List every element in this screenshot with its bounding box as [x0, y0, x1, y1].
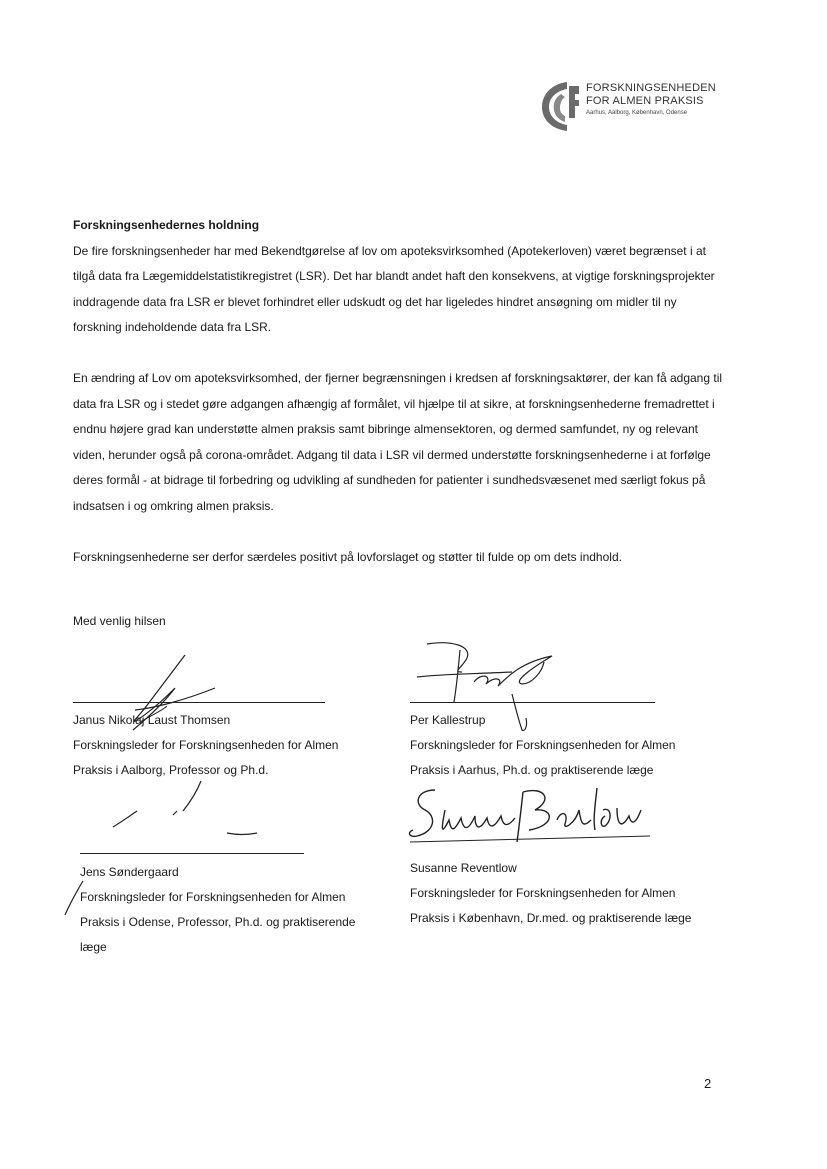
signatory-title: Forskningsleder for Forskningsenheden for Almen Praksis i Aalborg, Professor og Ph.d. — [73, 738, 339, 777]
body-paragraph-1: De fire forskningsenheder har med Bekendtgørelse af lov om apoteksvirksomhed (Apotekerloven) været begrænset i at tilgå data fra Lægemiddelstatistikregistret (LSR). Det har blandt andet haft den konsekvens, at vigtige forskningsprojekter inddragende data fra LSR er blevet forhindret eller udskudt og det har ligeledes hindret ansøgning om midler til ny forskning indeholdende data fra LSR. — [73, 243, 715, 334]
signatory-title: Forskningsleder for Forskningsenheden for Almen Praksis i København, Dr.med. og praktiserende læge — [410, 886, 692, 925]
signatory-1 — [73, 708, 373, 783]
signatory-name: Per Kallestrup — [410, 713, 486, 727]
logo-locations: Aarhus, Aalborg, København, Odense — [586, 110, 688, 116]
logo-title-line2: FOR ALMEN PRAKSIS — [586, 95, 704, 107]
signature-line-2 — [410, 702, 655, 703]
signatory-name: Jens Søndergaard — [80, 865, 179, 879]
signatory-name: Susanne Reventlow — [410, 861, 517, 875]
body-paragraph-2: En ændring af Lov om apoteksvirksomhed, der fjerner begrænsningen i kredsen af forskningsaktører, der kan få adgang til data fra LSR og i stedet gøre adgangen afhængig af formålet, vil hjælpe til at sikre, at forskningsenhederne fremadrettet i endnu højere grad kan understøtte almen praksis samt bibringe almensektoren, og dermed samfundet, ny og relevant viden, herunder også på corona-området. Adgang til data i LSR vil dermed understøtte forskningsenhederne i at forfølge deres formål - at bidrage til forbedring og udvikling af sundheden for patienter i sundhedsvæsenet med særligt fokus på indsatsen i og omkring almen praksis. — [73, 371, 723, 513]
section-heading: Forskningsenhedernes holdning — [73, 218, 260, 232]
organization-logo — [541, 80, 721, 132]
signature-line-3 — [80, 853, 304, 854]
logo-title-line1: FORSKNINGSENHEDEN — [586, 82, 716, 94]
letter-body — [73, 213, 723, 596]
body-paragraph-3: Forskningsenhederne ser derfor særdeles positivt på lovforslaget og støtter til fulde op om dets indhold. — [73, 549, 622, 564]
signature-line-1 — [73, 702, 325, 703]
closing-greeting: Med venlig hilsen — [73, 614, 166, 628]
signatory-title: Forskningsleder for Forskningsenheden for Almen Praksis i Odense, Professor, Ph.d. og praktiserende læge — [80, 890, 356, 954]
signatory-title: Forskningsleder for Forskningsenheden for Almen Praksis i Aarhus, Ph.d. og praktiserende læge — [410, 738, 676, 777]
forskningsenheden-logo-icon — [541, 80, 581, 132]
signature-image-4 — [405, 780, 655, 850]
signatory-2 — [410, 708, 710, 783]
signatory-4 — [410, 856, 710, 931]
signatory-name: Janus Nikolaj Laust Thomsen — [73, 713, 231, 727]
page-number: 2 — [704, 1076, 712, 1091]
signatory-3 — [80, 860, 380, 960]
